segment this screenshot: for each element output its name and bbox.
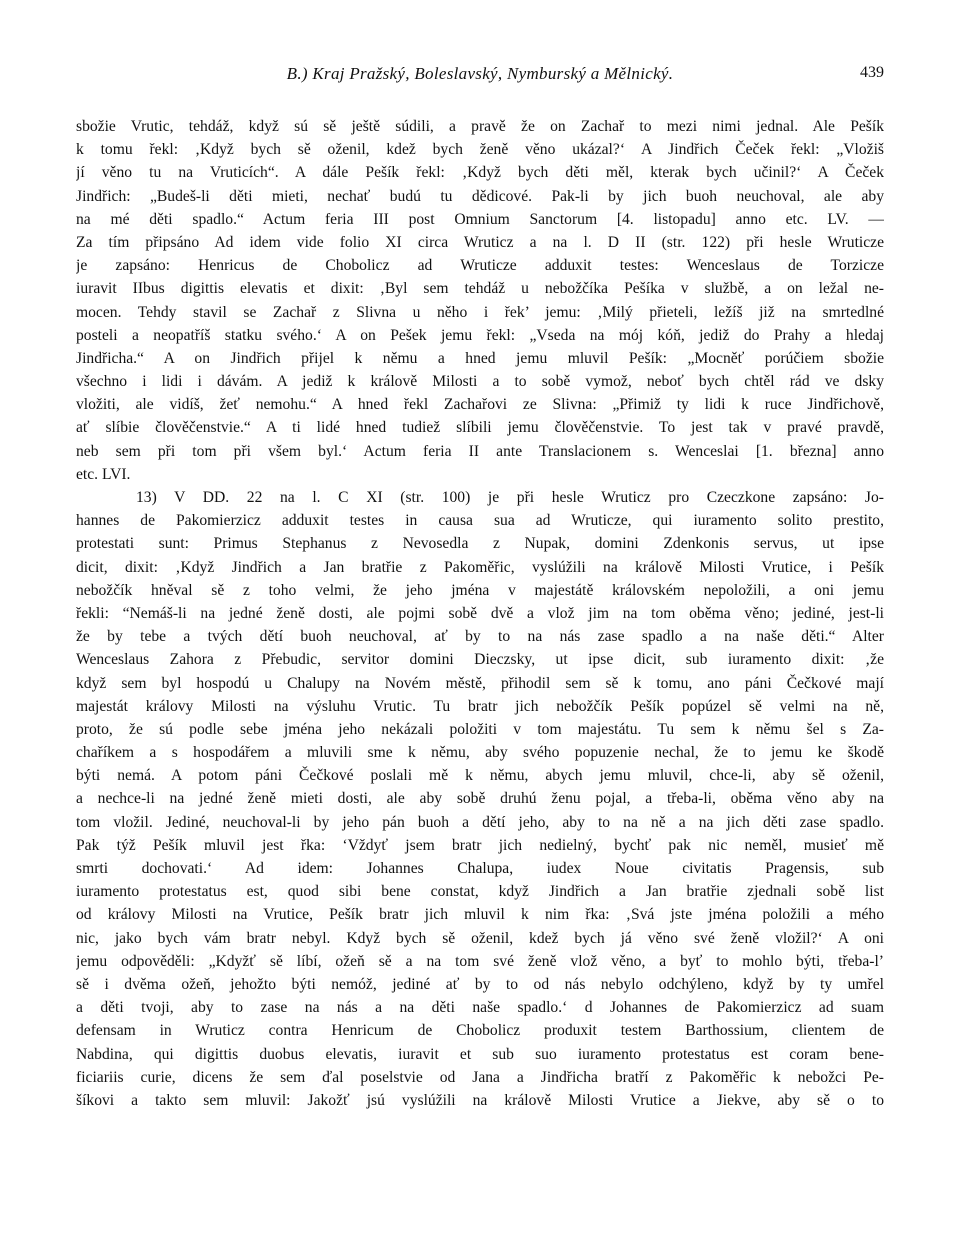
text-line: a děti tvoji, aby to zase na nás a na děti naše spadlo.‘ d Johannes de Pakomierzicz ad suam [76,999,884,1017]
text-line: mocen. Tehdy stavil se Zachař z Slivna u něho i řek’ jemu: ‚Milý přieteli, ležíš již na smrtedlné [76,303,884,321]
text-line: hannes de Pakomierzicz adduxit testes in causa sua ad Wruticze, qui iuramento solito prestito, [76,512,884,530]
text-line: proto, že sú podle sebe jména jeho nekázali položiti v tom majestátu. Tu sem k němu šel s Za- [76,720,884,738]
text-line: jí věno tu na Vruticích“. A dále Pešík řekl: ‚Když bych děti měl, kterak bych učinil?‘ A Čeček [76,164,884,182]
text-line: řekli: “Nemáš-li na jedné ženě dosti, ale pojmi sobě dvě a vlož jim na tom oběma věno; jediné, jest-li [76,604,884,622]
text-line: Jindřicha.“ A on Jindřich přijel k němu a hned jemu mluvil Pešík: „Mocněť porúčiem sbožie [76,349,884,367]
text-line: neb sem při tom při všem byl.‘ Actum feria II ante Translacionem s. Wenceslai [1. března] anno [76,442,884,460]
text-line: Pak týž Pešík mluvil jest řka: ‘Vždyť jsem bratr jich nedielný, bychť pak nic neměl, musieť mě [76,836,884,854]
text-line: od královy Milosti na Vrutice, Pešík bratr jich mluvil k nim řka: ‚Svá jste jména položili a mého [76,906,884,924]
text-line: defensam in Wruticz contra Henricum de Chobolicz produxit testem Barthossium, clientem de [76,1022,884,1040]
text-line: vložiti, ale vidíš, žeť nemohu.“ A hned řekl Zachařovi ze Slivna: „Přimiž ty lidi k ruce Jindřichově, [76,396,884,414]
text-line: ficiariis curie, dicens že sem ďal poselstvie od Jana a Jindřicha bratří z Pakoměřic k nebožci Pe- [76,1068,884,1086]
text-line: etc. LVI. [76,465,131,483]
body-text [76,115,884,1135]
text-line: jemu odpověděli: „Kdyžť sě líbí, ožeň sě a na tom své ženě vlož věno, a byť to mohlo býti, třeba-l’ [76,952,884,970]
text-line: iuravit IIbus digittis elevatis et dixit: ‚Byl sem tehdáž u nebožčíka Pešíka v službě, a on ležal ne- [76,280,884,298]
text-line: že by tebe a tvých dětí buoh neuchoval, ať by to na nás zase spadlo a na naše děti.“ Alter [76,628,884,646]
text-line: dicit, dixit: ‚Když Jindřich a Jan bratřie z Pakoměřic, vyslúžili na králově Milosti Vrutice, i Pešík [76,558,884,576]
text-line: když sem byl hospodú u Chalupy na Novém městě, přihodil sem sě k tomu, ano páni Čečkové mají [76,674,884,692]
running-title: B.) Kraj Pražský, Boleslavský, Nymburský a Mělnický. [286,64,674,83]
page-number: 439 [860,64,884,81]
text-line: chaříkem a s hospodářem a mluvili sme k němu, aby svého popuzenie nechal, že to jemu ke škodě [76,744,884,762]
running-head [76,64,884,88]
text-line: posteli a neopatříš statku svého.‘ A on Pešek jemu řekl: „Vseda na mój kóň, jediž do Prahy a hledaj [76,326,884,344]
text-line: šíkovi a takto sem mluvil: Jakožť jsú vyslúžili na králově Milosti Vrutice a Jiekve, aby sě o to [76,1091,884,1109]
text-line: Nabdina, qui digittis duobus elevatis, iuravit et sub suo iuramento protestatus est coram bene- [76,1045,884,1063]
text-line [76,1112,884,1135]
text-line: na mé děti spadlo.“ Actum feria III post Omnium Sanctorum [4. listopadu] anno etc. LV. — [76,210,884,228]
text-line: majestát královy Milosti na výsluhu Vrutic. Tu bratr jich nebožčík Pešík popúzel sě velmi na ně, [76,697,884,715]
text-line: nic, jako bych vám bratr nebyl. Když bych sě oženil, kdež bych já věno své ženě vložil?‘ A oni [76,929,884,947]
text-line: nebožčík hněval sě z toho velmi, že jeho jména v majestátě královském nepoložili, a oni jemu [76,581,884,599]
text-line: sbožie Vrutic, tehdáž, když sú sě ještě súdili, a pravě že on Zachař to mezi nimi jednal. Ale Pešík [76,118,884,135]
text-line: ať slíbie člověčenstvie.“ A ti lidé hned tudiež slíbili jemu člověčenstvie. To jest tak v pravé pravdě, [76,419,884,437]
text-line: tom vložil. Jediné, neuchoval-li by jeho pán buoh a dětí jeho, aby to na ně a na jich děti zase spadlo. [76,813,884,831]
text-line: býti nemá. A potom páni Čečkové poslali mě k němu, abych jemu mluvil, chce-li, aby sě oženil, [76,767,884,785]
text-line: iuramento protestatus est, quod sibi bene constat, když Jindřich a Jan bratřie zjednali sobě list [76,883,884,901]
text-line: sě i dvěma ožeň, jehožto býti nemóž, jediné ať by to od nás nebylo odchýleno, když by ty umřel [76,975,884,993]
text-line: k tomu řekl: ‚Když bych sě oženil, kdež bych ženě věno ukázal?‘ A Jindřich Čeček řekl: „Vložiš [76,141,884,159]
text-line: smrti dochovati.‘ Ad idem: Johannes Chalupa, iudex Noue civitatis Pragensis, sub [76,860,884,877]
text-line: všechno i lidi i dávám. A jediž k králově Milosti a to sobě vymož, neboť bych chtěl rád ve dsky [76,373,884,391]
footnote-start-line: 13) V DD. 22 na l. C XI (str. 100) je při hesle Wruticz pro Czeczkone zapsáno: Jo- [136,489,884,506]
text-line: Wenceslaus Zahora z Přebudic, servitor domini Dieczsky, ut ipse dicit, sub iuramento dixit: ‚že [76,651,884,669]
text-line: a nechce-li na jedné ženě mieti dosti, ale aby sobě druhú ženu pojal, a třeba-li, oběma věno aby na [76,790,884,808]
text-line: Za tím připsáno Ad idem vide folio XI circa Wruticz a na l. D II (str. 122) při hesle Wruticze [76,233,884,251]
text-line: Jindřich: „Budeš-li děti mieti, nechať budú tu dědicové. Pak-li by jich buoh neuchoval, ale aby [76,187,884,205]
text-line: je zapsáno: Henricus de Chobolicz ad Wruticze adduxit testes: Wenceslaus de Torzicze [76,257,884,275]
text-line: protestati sunt: Primus Stephanus z Nevosedla z Nupak, domini Zdenkonis servus, ut ipse [76,535,884,553]
